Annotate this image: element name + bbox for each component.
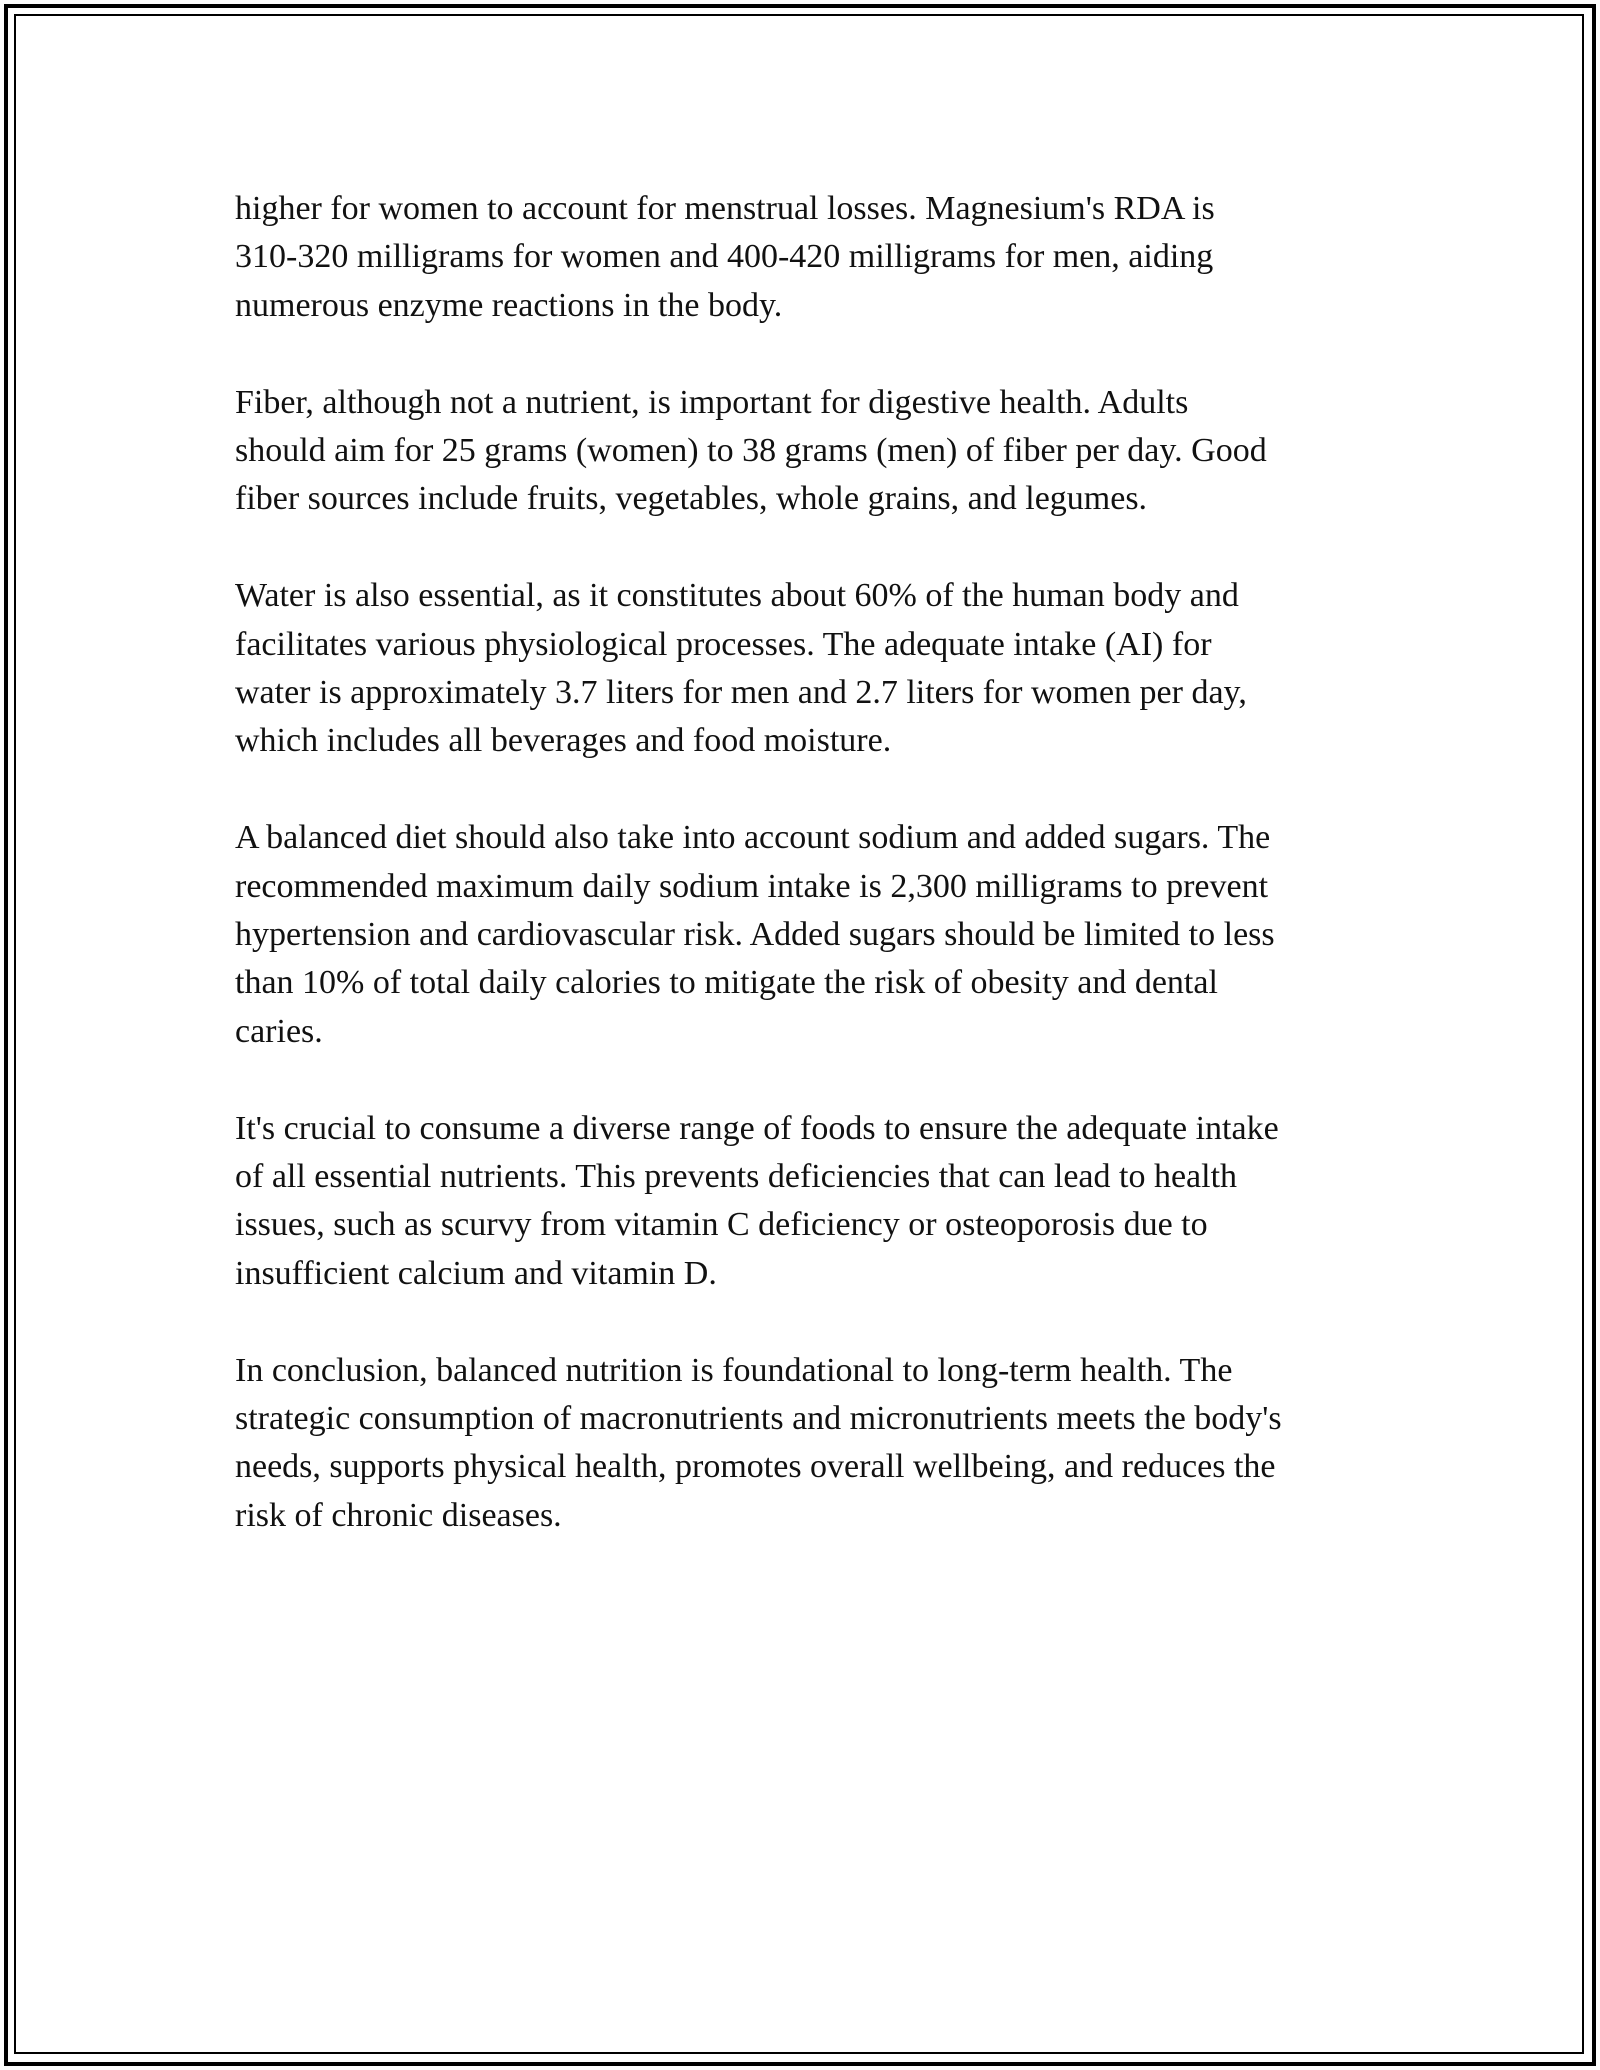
paragraph-diverse-foods: It's crucial to consume a diverse range of foods to ensure the adequate intake of all essential nutrients. This prevents deficiencies that can lead to health issues, such as scurvy from vitamin C deficiency or osteoporosis due to insufficient calcium and vitamin D. bbox=[235, 1109, 1279, 1292]
paragraph-magnesium: higher for women to account for menstrual losses. Magnesium's RDA is 310-320 milligrams for women and 400-420 milligrams for men, aiding numerous enzyme reactions in the body. bbox=[235, 190, 1215, 324]
paragraph-fiber: Fiber, although not a nutrient, is important for digestive health. Adults should aim for 25 grams (women) to 38 grams (men) of fiber per day. Good fiber sources include fruits, vegetables, whole grains, and legumes. bbox=[235, 383, 1267, 518]
document-body bbox=[235, 185, 1365, 1589]
paragraph-sodium-sugars: A balanced diet should also take into account sodium and added sugars. The recommended maximum daily sodium intake is 2,300 milligrams to prevent hypertension and cardiovascular risk. Added sugars should be limited to less than 10% of total daily calories to mitigate the risk of obesity and dental caries. bbox=[235, 819, 1275, 1050]
paragraph-water: Water is also essential, as it constitutes about 60% of the human body and facilitates various physiological processes. The adequate intake (AI) for water is approximately 3.7 liters for men and 2.7 liters for women per day, which includes all beverages and food moisture. bbox=[235, 577, 1247, 760]
paragraph-conclusion: In conclusion, balanced nutrition is foundational to long-term health. The strategic consumption of macronutrients and micronutrients meets the body's needs, supports physical health, promotes overall wellbeing, and reduces the risk of chronic diseases. bbox=[235, 1351, 1282, 1534]
